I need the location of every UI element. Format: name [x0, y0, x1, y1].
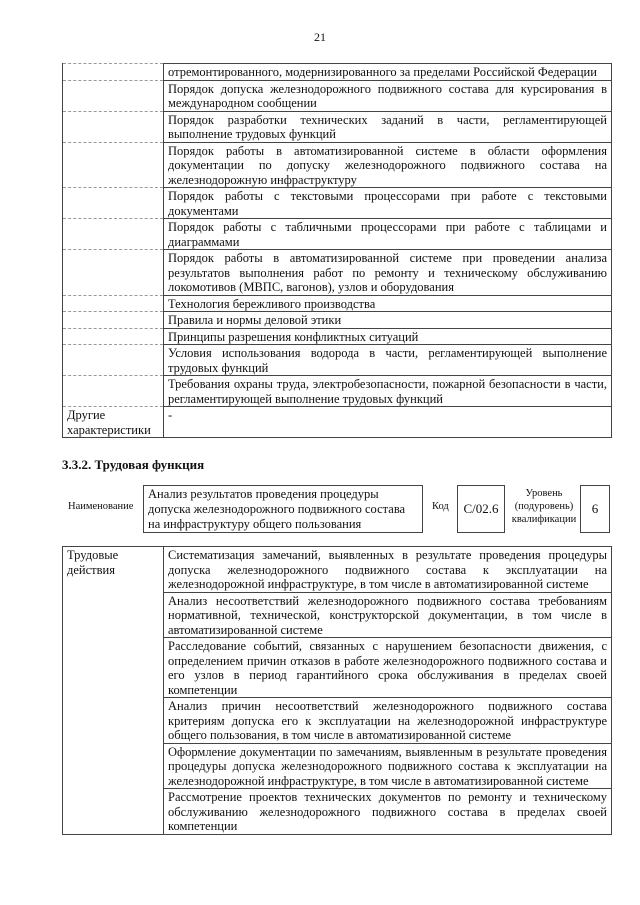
other-characteristics-value: - — [164, 407, 612, 438]
section-title: 3.3.2. Трудовая функция — [62, 457, 205, 472]
table-row — [63, 295, 612, 312]
label-cell-empty — [63, 142, 164, 188]
table-cell: Порядок допуска железнодорожного подвижного состава для курсирования в международном сообщении — [164, 80, 612, 111]
table-row — [63, 80, 612, 111]
table-cell: Порядок работы в автоматизированной системе при проведении анализа результатов выполнения работ по ремонту и техническому обслуживанию локомотивов (МВПС, вагонов), узлов и оборудования — [164, 250, 612, 296]
label-cell-empty — [63, 64, 164, 81]
table-cell: Порядок работы с табличными процессорами при работе с таблицами и диаграммами — [164, 219, 612, 250]
label-cell-empty — [63, 376, 164, 407]
table-row — [63, 345, 612, 376]
knowledge-table — [62, 63, 612, 438]
labor-actions-label: Трудовые действия — [63, 547, 164, 835]
name-label: Наименование — [68, 501, 134, 512]
table-cell: Принципы разрешения конфликтных ситуаций — [164, 328, 612, 345]
name-value: Анализ результатов проведения процедуры допуска железнодорожного подвижного состава на инфраструктуру общего пользования — [143, 485, 423, 533]
table-cell: Анализ несоответствий железнодорожного подвижного состава требованиям нормативной, технической, конструкторской документации, в том числе в автоматизированной системе — [164, 592, 612, 638]
table-row — [63, 219, 612, 250]
table-cell: Правила и нормы деловой этики — [164, 312, 612, 329]
table-row — [63, 328, 612, 345]
table-cell: Оформление документации по замечаниям, выявленным в результате проведения процедуры допуска железнодорожного подвижного состава к эксплуатации на железнодорожной инфраструктуре, в том числе в автоматизированной системе — [164, 743, 612, 789]
table-row — [63, 111, 612, 142]
table-cell: Требования охраны труда, электробезопасности, пожарной безопасности в части, регламентирующей выполнение трудовых функций — [164, 376, 612, 407]
table-row — [63, 64, 612, 81]
label-cell-empty — [63, 80, 164, 111]
table-row — [63, 312, 612, 329]
table-cell: Технология бережливого производства — [164, 295, 612, 312]
label-cell-empty — [63, 328, 164, 345]
level-label: Уровень (подуровень) квалификации — [511, 488, 577, 525]
table-cell: Порядок работы с текстовыми процессорами при работе с текстовыми документами — [164, 188, 612, 219]
table-cell: Условия использования водорода в части, регламентирующей выполнение трудовых функций — [164, 345, 612, 376]
labor-actions-table — [62, 546, 612, 835]
table-cell: Порядок работы в автоматизированной системе в области оформления документации по допуску железнодорожного подвижного состава на железнодорожную инфраструктуру — [164, 142, 612, 188]
table-cell: Порядок разработки технических заданий в части, регламентирующей выполнение трудовых функций — [164, 111, 612, 142]
label-cell-empty — [63, 295, 164, 312]
code-label: Код — [432, 501, 449, 512]
table-row — [63, 142, 612, 188]
label-cell-empty — [63, 250, 164, 296]
label-cell-empty — [63, 312, 164, 329]
label-cell-empty — [63, 188, 164, 219]
level-value: 6 — [580, 485, 610, 533]
table-row — [63, 188, 612, 219]
label-cell-empty — [63, 345, 164, 376]
table-cell: Систематизация замечаний, выявленных в результате проведения процедуры допуска железнодорожного подвижного состава к эксплуатации на железнодорожной инфраструктуре, в том числе в автоматизированной системе — [164, 547, 612, 593]
label-cell-empty — [63, 219, 164, 250]
table-row — [63, 250, 612, 296]
table-cell: отремонтированного, модернизированного за пределами Российской Федерации — [164, 64, 612, 81]
table-cell: Анализ причин несоответствий железнодорожного подвижного состава критериям допуска его к эксплуатации на железнодорожной инфраструктуре общего пользования, в том числе в автоматизированной системе — [164, 698, 612, 744]
table-cell: Рассмотрение проектов технических документов по ремонту и техническому обслуживанию железнодорожного подвижного состава в пределах своей компетенции — [164, 789, 612, 835]
label-cell-empty — [63, 111, 164, 142]
table-row — [63, 547, 612, 593]
page-number: 21 — [314, 30, 326, 44]
table-row — [63, 376, 612, 407]
other-characteristics-label: Другие характеристики — [63, 407, 164, 438]
code-value: C/02.6 — [457, 485, 505, 533]
table-row-other — [63, 407, 612, 438]
table-cell: Расследование событий, связанных с нарушением безопасности движения, с определением причин отказов в работе железнодорожного подвижного состава и его узлов в период гарантийного срока обслуживания в пределах своей компетенции — [164, 638, 612, 698]
